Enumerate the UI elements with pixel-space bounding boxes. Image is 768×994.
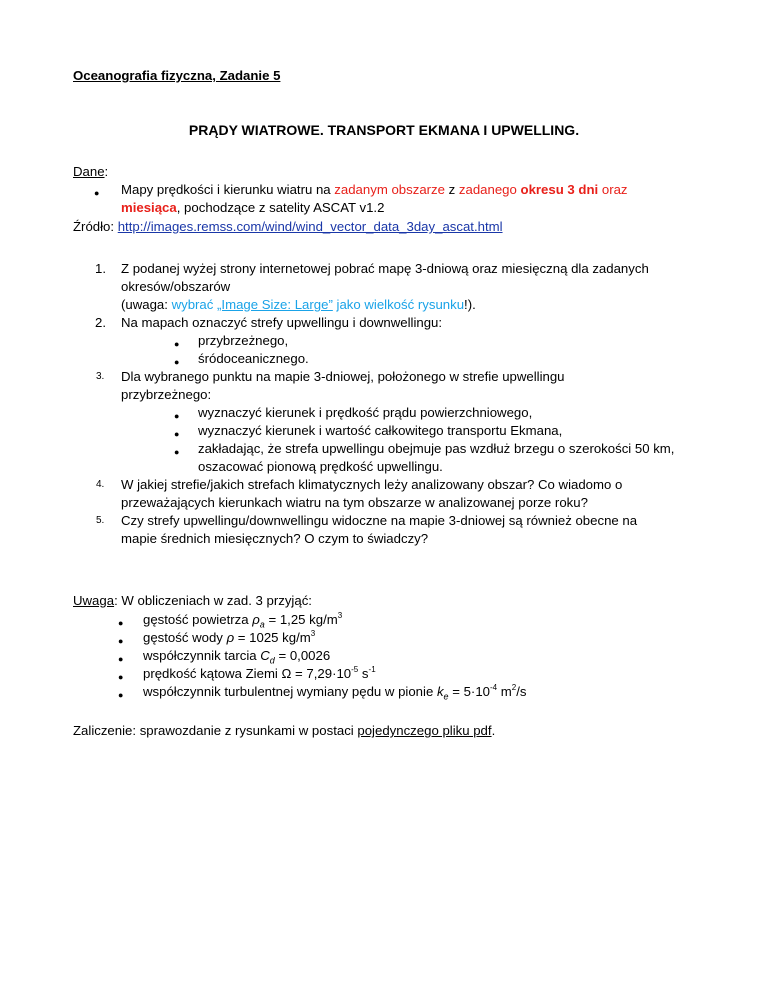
param-superscript: -1 xyxy=(368,664,376,674)
zaliczenie-text: Zaliczenie: sprawozdanie z rysunkami w postaci xyxy=(73,723,358,738)
task2-bullet1: przybrzeżnego, xyxy=(198,333,289,348)
task-number: 3. xyxy=(96,371,105,382)
bullet-icon: ● xyxy=(174,447,180,457)
bullet-icon: ● xyxy=(174,411,180,421)
dane-item-line2 xyxy=(121,200,384,216)
param-unit: s xyxy=(358,666,369,681)
task3-bullet3-line2: oszacować pionową prędkość upwellingu. xyxy=(198,459,443,474)
param-symbol: k xyxy=(436,684,444,699)
task4-line1: W jakiej strefie/jakich strefach klimatycznych leży analizowany obszar? Co wiadomo o xyxy=(121,477,623,492)
param-text: gęstość powietrza xyxy=(143,612,253,627)
bullet-icon: ● xyxy=(118,636,124,646)
bullet-icon: ● xyxy=(94,188,100,198)
task1-note xyxy=(121,297,476,313)
param-value: = 1,25 kg/m xyxy=(264,612,338,627)
bullet-icon: ● xyxy=(118,672,124,682)
param-superscript: -5 xyxy=(351,664,359,674)
zaliczenie-period: . xyxy=(491,723,496,738)
param-subscript: a xyxy=(259,619,265,630)
param-symbol: ρ xyxy=(226,630,235,645)
task1-line1: Z podanej wyżej strony internetowej pobrać mapę 3-dniową oraz miesięczną dla zadanych xyxy=(121,261,649,276)
task3-bullet3-line1: zakładając, że strefa upwellingu obejmuje pas wzdłuż brzegu o szerokości 50 km, xyxy=(198,441,675,456)
param-water-density xyxy=(143,630,315,646)
dane-text: Mapy prędkości i kierunku wiatru na xyxy=(121,182,335,197)
dane-highlight: oraz xyxy=(598,182,628,197)
bullet-icon: ● xyxy=(118,690,124,700)
task-number: 1. xyxy=(95,261,106,276)
dane-highlight: zadanego xyxy=(458,182,521,197)
task2-line: Na mapach oznaczyć strefy upwellingu i downwellingu: xyxy=(121,315,443,330)
source-line xyxy=(73,219,503,235)
task-number: 5. xyxy=(96,515,105,526)
task1-line2: okresów/obszarów xyxy=(121,279,231,294)
param-subscript: d xyxy=(269,655,275,666)
task-number: 4. xyxy=(96,479,105,490)
task4-line2: przeważających kierunkach wiatru na tym obszarze w analizowanej porze roku? xyxy=(121,495,588,510)
page-title: PRĄDY WIATROWE. TRANSPORT EKMANA I UPWELLING. xyxy=(188,122,580,138)
param-superscript: 3 xyxy=(337,610,343,620)
note-highlight: jako wielkość rysunku xyxy=(332,297,465,312)
dane-label-line xyxy=(73,164,108,180)
note-highlight: wybrać xyxy=(171,297,218,312)
bullet-icon: ● xyxy=(174,357,180,367)
note-text: (uwaga: xyxy=(121,297,172,312)
param-earth-angular-velocity xyxy=(143,666,376,682)
bullet-icon: ● xyxy=(174,429,180,439)
param-text: współczynnik turbulentnej wymiany pędu w pionie xyxy=(143,684,437,699)
param-value: = 1025 kg/m xyxy=(234,630,311,645)
bullet-icon: ● xyxy=(118,618,124,628)
param-superscript: -4 xyxy=(490,682,498,692)
dane-period-highlight: okresu 3 dni xyxy=(520,182,599,197)
param-value: = 0,0026 xyxy=(274,648,331,663)
bullet-icon: ● xyxy=(118,654,124,664)
source-label: Źródło: xyxy=(73,219,118,234)
source-link[interactable]: http://images.remss.com/wind/wind_vector_data_3day_ascat.html xyxy=(117,219,503,234)
dane-colon: : xyxy=(104,164,109,179)
param-superscript: 3 xyxy=(310,628,316,638)
param-superscript: 2 xyxy=(511,682,517,692)
task2-bullet2: śródoceanicznego. xyxy=(198,351,309,366)
task3-bullet1: wyznaczyć kierunek i prędkość prądu powierzchniowego, xyxy=(198,405,533,420)
param-unit: m xyxy=(497,684,512,699)
zaliczenie-line xyxy=(73,723,495,739)
task-number: 2. xyxy=(95,315,106,330)
task5-line1: Czy strefy upwellingu/downwellingu widoczne na mapie 3-dniowej są również obecne na xyxy=(121,513,638,528)
param-unit: /s xyxy=(516,684,527,699)
task3-line2: przybrzeżnego: xyxy=(121,387,212,402)
dane-area-highlight: zadanym obszarze xyxy=(334,182,445,197)
param-eddy-viscosity xyxy=(143,684,527,700)
param-text: gęstość wody xyxy=(143,630,227,645)
bullet-icon: ● xyxy=(174,339,180,349)
param-symbol: C xyxy=(260,648,270,663)
uwaga-label: Uwaga xyxy=(73,593,115,608)
param-value: = 5·10 xyxy=(448,684,490,699)
uwaga-intro: : W obliczeniach w zad. 3 przyjąć: xyxy=(114,593,312,608)
image-size-link[interactable]: „Image Size: Large” xyxy=(217,297,333,312)
note-text: !). xyxy=(464,297,476,312)
dane-text: z xyxy=(444,182,459,197)
param-symbol: ρ xyxy=(252,612,260,627)
dane-month-highlight: miesiąca xyxy=(121,200,177,215)
param-drag-coefficient xyxy=(143,648,330,664)
dane-text: , pochodzące z satelity ASCAT v1.2 xyxy=(176,200,385,215)
task5-line2: mapie średnich miesięcznych? O czym to świadczy? xyxy=(121,531,429,546)
param-text: współczynnik tarcia xyxy=(143,648,261,663)
param-text: prędkość kątowa Ziemi Ω = 7,29·10 xyxy=(143,666,352,681)
task3-line1: Dla wybranego punktu na mapie 3-dniowej, położonego w strefie upwellingu xyxy=(121,369,565,384)
task3-bullet2: wyznaczyć kierunek i wartość całkowitego transportu Ekmana, xyxy=(198,423,563,438)
param-subscript: e xyxy=(443,691,449,702)
dane-label: Dane xyxy=(73,164,105,179)
uwaga-line xyxy=(73,593,312,609)
pdf-requirement: pojedynczego pliku pdf xyxy=(357,723,492,738)
document-header: Oceanografia fizyczna, Zadanie 5 xyxy=(73,68,281,83)
dane-item-line1 xyxy=(121,182,628,198)
param-air-density xyxy=(143,612,342,628)
